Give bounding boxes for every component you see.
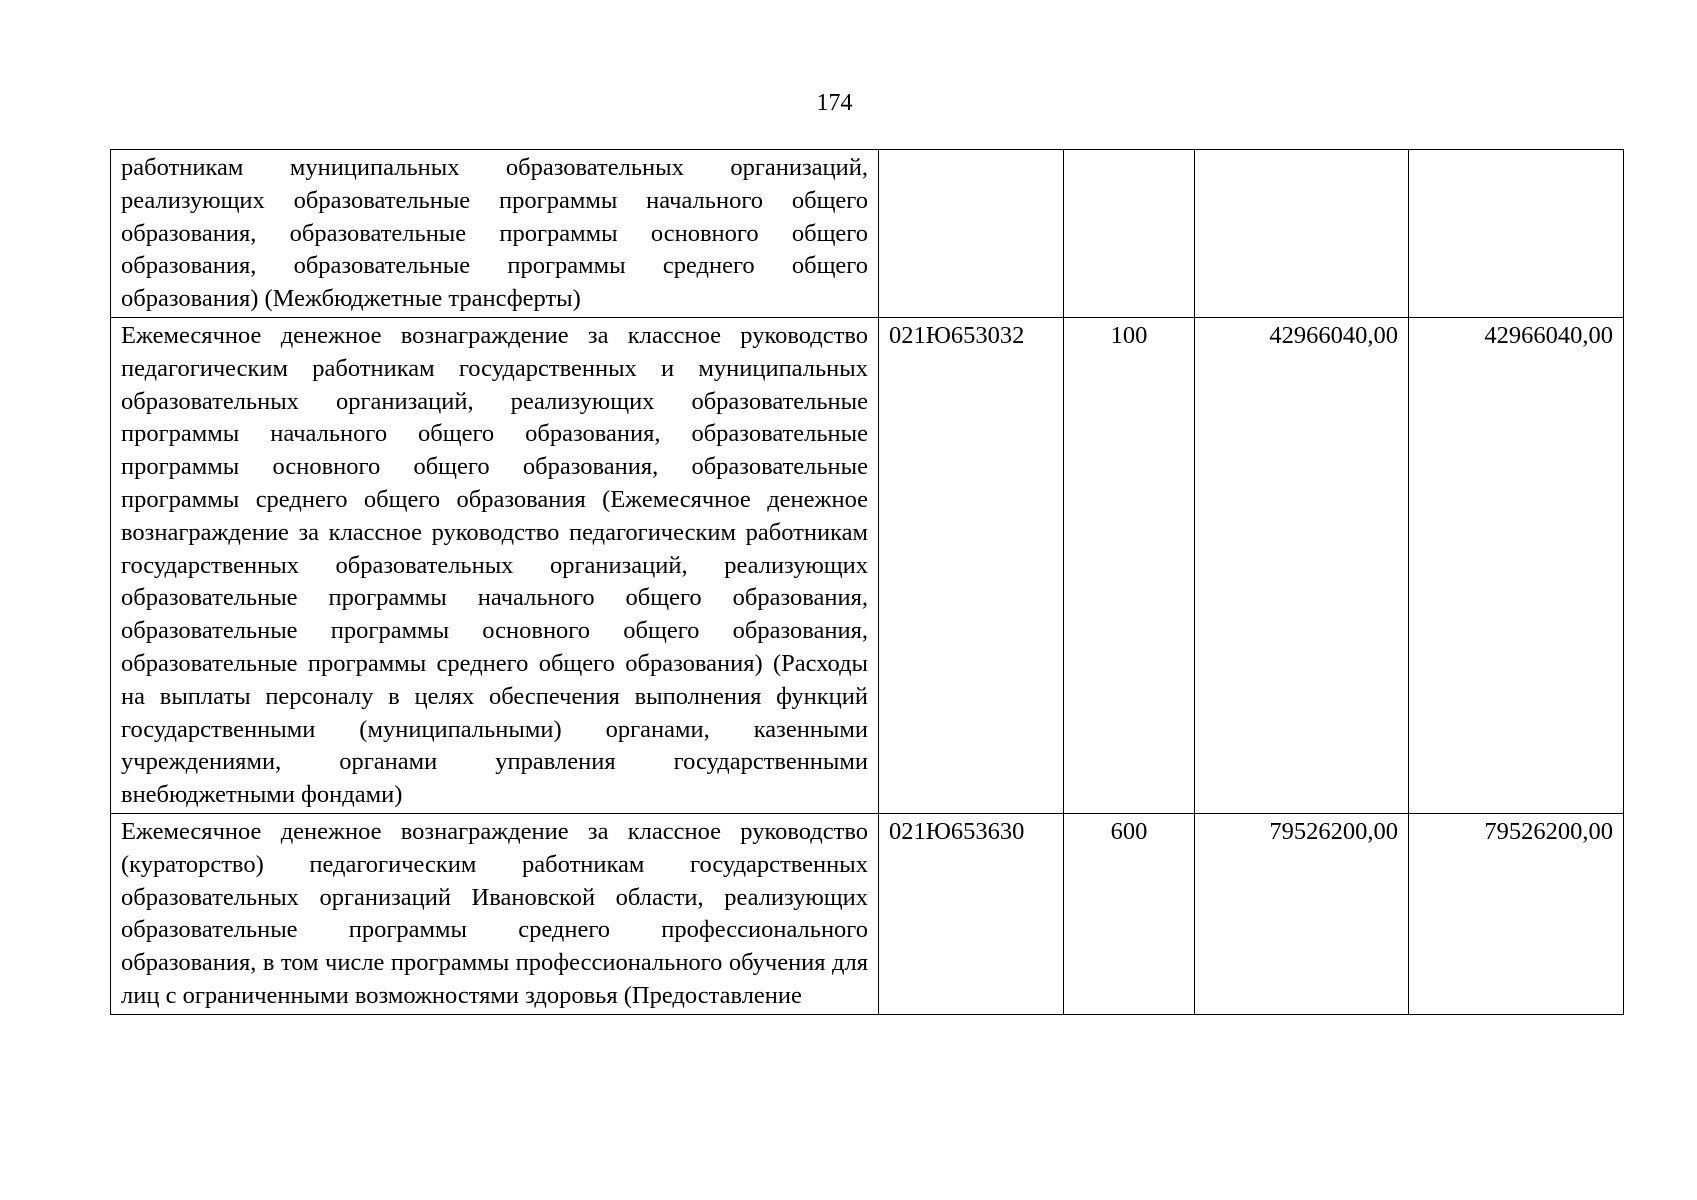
row-sum-2	[1409, 150, 1624, 318]
row-sum-2: 42966040,00	[1409, 317, 1624, 813]
table-row	[111, 813, 1624, 1014]
row-description: Ежемесячное денежное вознаграждение за классное руководство (кураторство) педагогическим работникам государственных образовательных организаций Ивановской области, реализующих образовательные программы среднего профессионального образования, в том числе программы профессионального обучения для лиц с ограниченными возможностями здоровья (Предоставление	[111, 813, 879, 1014]
row-expense-type	[1064, 150, 1195, 318]
row-expense-type: 600	[1064, 813, 1195, 1014]
row-code: 021Ю653630	[879, 813, 1064, 1014]
row-description: Ежемесячное денежное вознаграждение за классное руководство педагогическим работникам государственных и муниципальных образовательных организаций, реализующих образовательные программы начального общего образования, образовательные программы основного общего образования, образовательные программы среднего общего образования (Ежемесячное денежное вознаграждение за классное руководство педагогическим работникам государственных образовательных организаций, реализующих образовательные программы начального общего образования, образовательные программы основного общего образования, образовательные программы среднего общего образования) (Расходы на выплаты персоналу в целях обеспечения выполнения функций государственными (муниципальными) органами, казенными учреждениями, органами управления государственными внебюджетными фондами)	[111, 317, 879, 813]
budget-table	[110, 149, 1624, 1015]
row-sum-1: 79526200,00	[1195, 813, 1409, 1014]
table-row	[111, 317, 1624, 813]
row-expense-type: 100	[1064, 317, 1195, 813]
row-code	[879, 150, 1064, 318]
table-row	[111, 150, 1624, 318]
row-sum-1	[1195, 150, 1409, 318]
row-sum-2: 79526200,00	[1409, 813, 1624, 1014]
row-code: 021Ю653032	[879, 317, 1064, 813]
row-description: работникам муниципальных образовательных организаций, реализующих образовательные программы начального общего образования, образовательные программы основного общего образования, образовательные программы среднего общего образования) (Межбюджетные трансферты)	[111, 150, 879, 318]
page-number: 174	[816, 90, 853, 116]
row-sum-1: 42966040,00	[1195, 317, 1409, 813]
